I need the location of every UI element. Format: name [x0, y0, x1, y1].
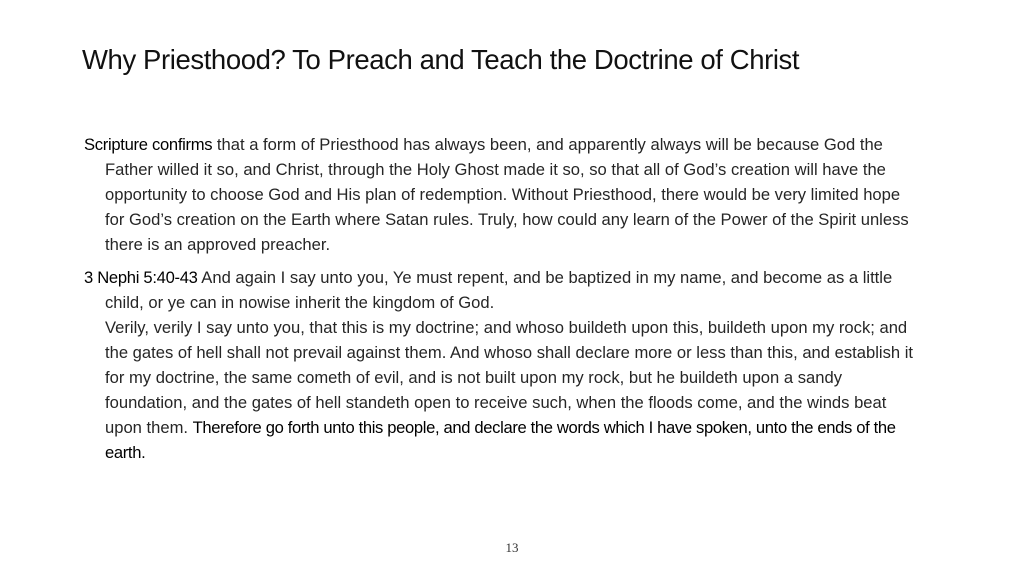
scripture-confirms-paragraph [84, 132, 922, 257]
scripture-continuation-text: Verily, verily I say unto you, that this is my doctrine; and whoso buildeth upon this, buildeth upon my rock; and the gates of hell shall not prevail against them. And whoso shall declare more or less than this, and establish it for my doctrine, the same cometh of evil, and is not built upon my rock, but he buildeth upon a sandy foundation, and the gates of hell standeth open to receive such, when the floods come, and the winds beat upon them. [105, 318, 914, 437]
scripture-emphasis-text: Therefore go forth unto this people, and declare the words which I have spoken, unto the ends of the earth. [105, 418, 896, 462]
paragraph-body-text: that a form of Priesthood has always been, and apparently always will be because God the Father willed it so, and Christ, through the Holy Ghost made it so, so that all of God’s creation will have the opportunity to choose God and His plan of redemption. Without Priesthood, there would be very limited hope for God’s creation on the Earth where Satan rules. Truly, how could any learn of the Power of the Spirit unless there is an approved preacher. [105, 135, 909, 254]
slide-body [84, 132, 922, 473]
page-number: 13 [505, 540, 519, 555]
nephi-scripture-paragraph [84, 265, 922, 465]
scripture-verse-text: And again I say unto you, Ye must repent, and be baptized in my name, and become as a little child, or ye can in nowise inherit the kingdom of God. [105, 268, 893, 312]
slide-title: Why Priesthood? To Preach and Teach the Doctrine of Christ [82, 44, 800, 75]
scripture-reference: 3 Nephi 5:40-43 [84, 268, 198, 287]
paragraph-lead-text: Scripture confirms [84, 135, 213, 154]
scripture-continuation [105, 315, 922, 465]
